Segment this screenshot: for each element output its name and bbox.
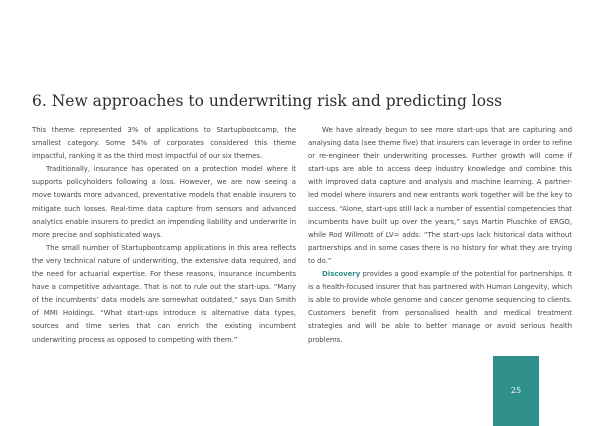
left-column xyxy=(32,124,296,347)
discovery-link[interactable]: Discovery xyxy=(322,270,361,279)
right-column xyxy=(308,124,572,347)
page-number-tab xyxy=(493,356,539,426)
section-heading: 6. New approaches to underwriting risk and predicting loss xyxy=(32,92,503,110)
right-paragraph-2-text: provides a good example of the potential for partnerships. It is a health-focused insurer that has partnered with Human Longevity, which is able to provide whole genome and cancer genome sequencing to clients. Customers benefit from personalised health and medical treatment strategies and will be able to better manage or avoid serious health problems. xyxy=(308,270,572,344)
left-paragraph-1: This theme represented 3% of applications to Startupbootcamp, the smallest category. Some 54% of corporates considered this theme impactful, ranking it as the third most impactful of our six themes. xyxy=(32,126,296,161)
page-number: 25 xyxy=(510,386,522,395)
right-paragraph-2 xyxy=(308,268,572,347)
left-paragraph-3: The small number of Startupbootcamp applications in this area reflects the very technical nature of underwriting, the extensive data required, and the need for actuarial expertise. For these reasons, insurance incumbents have a competitive advantage. That is not to rule out the start-ups. “Many of the incumbents’ data models are somewhat outdated,” says Dan Smith of MMI Holdings. “What start-ups introduce is alternative data types, sources and time series that can enrich the existing incumbent underwriting process as opposed to competing with them.” xyxy=(32,243,296,344)
left-paragraph-2: Traditionally, insurance has operated on a protection model where it supports policyholders following a loss. However, we are now seeing a move towards more advanced, preventative models that enable insurers to mitigate such losses. Real-time data capture from sensors and advanced analytics enable insurers to predict an impending liability and underwrite in more precise and sophisticated ways. xyxy=(32,165,296,239)
right-paragraph-1: We have already begun to see more start-ups that are capturing and analysing data (see theme five) that insurers can leverage in order to refine or re-engineer their underwriting processes. Further growth will come if start-ups are able to access deep industry knowledge and combine this with improved data capture and analysis and machine learning. A partner-led model where insurers and new entrants work together will be the key to success. “Alone, start-ups still lack a number of essential competencies that incumbents have built up over the years,” says Martin Pluschke of ERGO, while Rod Willmott of LV= adds: “The start-ups lack historical data without partnerships and in some cases there is no history for what they are trying to do.” xyxy=(308,126,572,265)
